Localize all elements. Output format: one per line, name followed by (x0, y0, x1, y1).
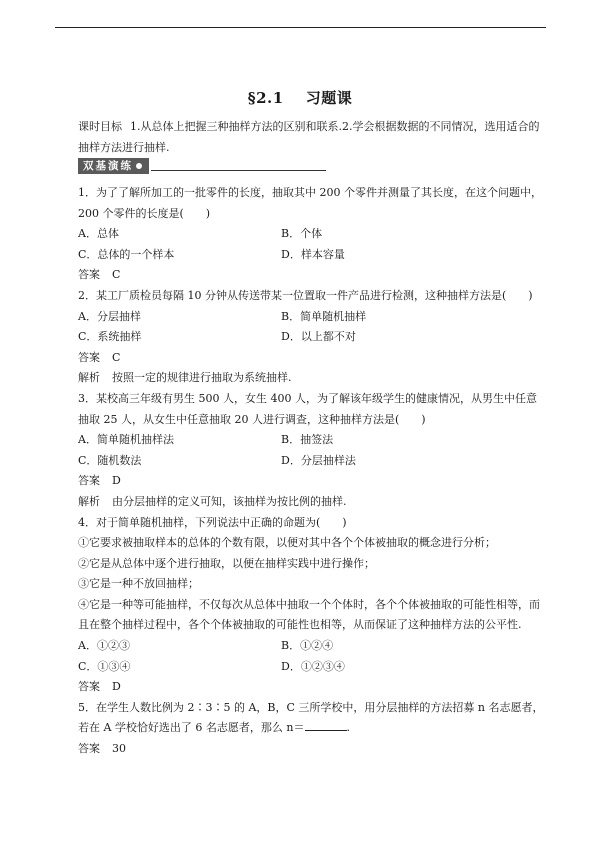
question-2-answer (78, 348, 546, 369)
bullet-dot-icon (136, 163, 142, 169)
question-2-options-row-1 (78, 307, 546, 328)
section-label: 双基演练 (83, 159, 133, 172)
option: B．简单随机抽样 (281, 309, 367, 323)
question-3-analysis (78, 492, 546, 513)
question-3-options-row-2 (78, 451, 546, 472)
option: D．分层抽样法 (281, 453, 356, 467)
answer-label: 答案 (78, 742, 100, 756)
answer-label: 答案 (78, 268, 100, 282)
question-4-options-row-2 (78, 657, 546, 678)
section-header (78, 158, 326, 173)
statement-1: ①它要求被抽取样本的总体的个数有限，以便对其中各个个体被抽取的概念进行分析； (78, 536, 496, 550)
answer-value: C (112, 268, 121, 282)
analysis-label: 解析 (78, 371, 100, 385)
analysis-label: 解析 (78, 494, 100, 508)
header-rule (55, 27, 546, 28)
lesson-objective (78, 116, 546, 158)
option: B．抽签法 (281, 433, 334, 447)
statement-4: ④它是一种等可能抽样，不仅每次从总体中抽取一个个体时，各个个体被抽取的可能性相等，而且在整个抽样过程中，各个个体被抽取的可能性也相等，从而保证了这种抽样方法的公平性. (78, 597, 540, 632)
option: A．①②③ (78, 639, 130, 653)
section-tag (78, 158, 149, 174)
option: B．个体 (281, 227, 323, 241)
question-2-options-row-2 (78, 327, 546, 348)
option: D．样本容量 (281, 247, 345, 261)
option: C．①③④ (78, 659, 131, 673)
question-1-options-row-1 (78, 224, 546, 245)
answer-value: D (112, 474, 121, 488)
question-3-stem: 3．某校高三年级有男生 500 人，女生 400 人，为了解该年级学生的健康情况，从男生中任意抽取 25 人，从女生中任意抽取 20 人进行调查，这种抽样方法是( ) (78, 391, 537, 426)
option: A．分层抽样 (78, 309, 141, 323)
answer-label: 答案 (78, 350, 100, 364)
question-5-stem-text: 5．在学生人数比例为 2∶3∶5 的 A，B，C 三所学校中，用分层抽样的方法招募 n 名志愿者，若在 A 学校恰好选出了 6 名志愿者，那么 n＝ (78, 700, 544, 735)
analysis-text: 按照一定的规律进行抽取为系统抽样. (112, 371, 292, 385)
answer-label: 答案 (78, 680, 100, 694)
statement-2: ②它是从总体中逐个进行抽取，以便在抽样实践中进行操作； (78, 556, 375, 570)
question-4-answer (78, 677, 546, 698)
objective-text: 1.从总体上把握三种抽样方法的区别和联系.2.学会根据数据的不同情况，选用适合的抽样方法进行抽样. (78, 120, 540, 154)
question-5-stem (78, 698, 546, 739)
option: C．系统抽样 (78, 330, 142, 344)
option: D．以上都不对 (281, 330, 356, 344)
option: A．简单随机抽样法 (78, 433, 174, 447)
question-1-options-row-2 (78, 245, 546, 266)
option: A．总体 (78, 227, 119, 241)
question-5-stem-end: . (346, 721, 351, 735)
question-2-stem: 2．某工厂质检员每隔 10 分钟从传送带某一位置取一件产品进行检测，这种抽样方法是( ) (78, 288, 533, 302)
question-3-answer (78, 471, 546, 492)
fill-in-blank (305, 718, 347, 731)
option: D．①②③④ (281, 659, 345, 673)
section-number: §2.1 (247, 89, 284, 107)
question-4-stem: 4．对于简单随机抽样，下列说法中正确的命题为( ) (78, 515, 347, 529)
page-title (0, 87, 600, 108)
option: C．总体的一个样本 (78, 247, 175, 261)
question-5-answer (78, 739, 546, 760)
answer-value: C (112, 350, 121, 364)
answer-value: 30 (112, 742, 126, 756)
option: B．①②④ (281, 639, 334, 653)
statement-3: ③它是一种不放回抽样； (78, 577, 199, 591)
objective-label: 课时目标 (78, 120, 122, 133)
question-4-options-row-1 (78, 636, 546, 657)
analysis-text: 由分层抽样的定义可知，该抽样为按比例的抽样. (112, 494, 347, 508)
lesson-title: 习题课 (305, 89, 353, 107)
exercise-list (78, 183, 546, 760)
question-1-answer (78, 265, 546, 286)
question-3-options-row-1 (78, 430, 546, 451)
question-2-analysis (78, 368, 546, 389)
answer-label: 答案 (78, 474, 100, 488)
question-1-stem: 1．为了了解所加工的一批零件的长度，抽取其中 200 个零件并测量了其长度，在这个问题中，200 个零件的长度是( ) (78, 186, 542, 220)
option: C．随机数法 (78, 453, 142, 467)
section-rule (151, 170, 326, 171)
answer-value: D (112, 680, 121, 694)
